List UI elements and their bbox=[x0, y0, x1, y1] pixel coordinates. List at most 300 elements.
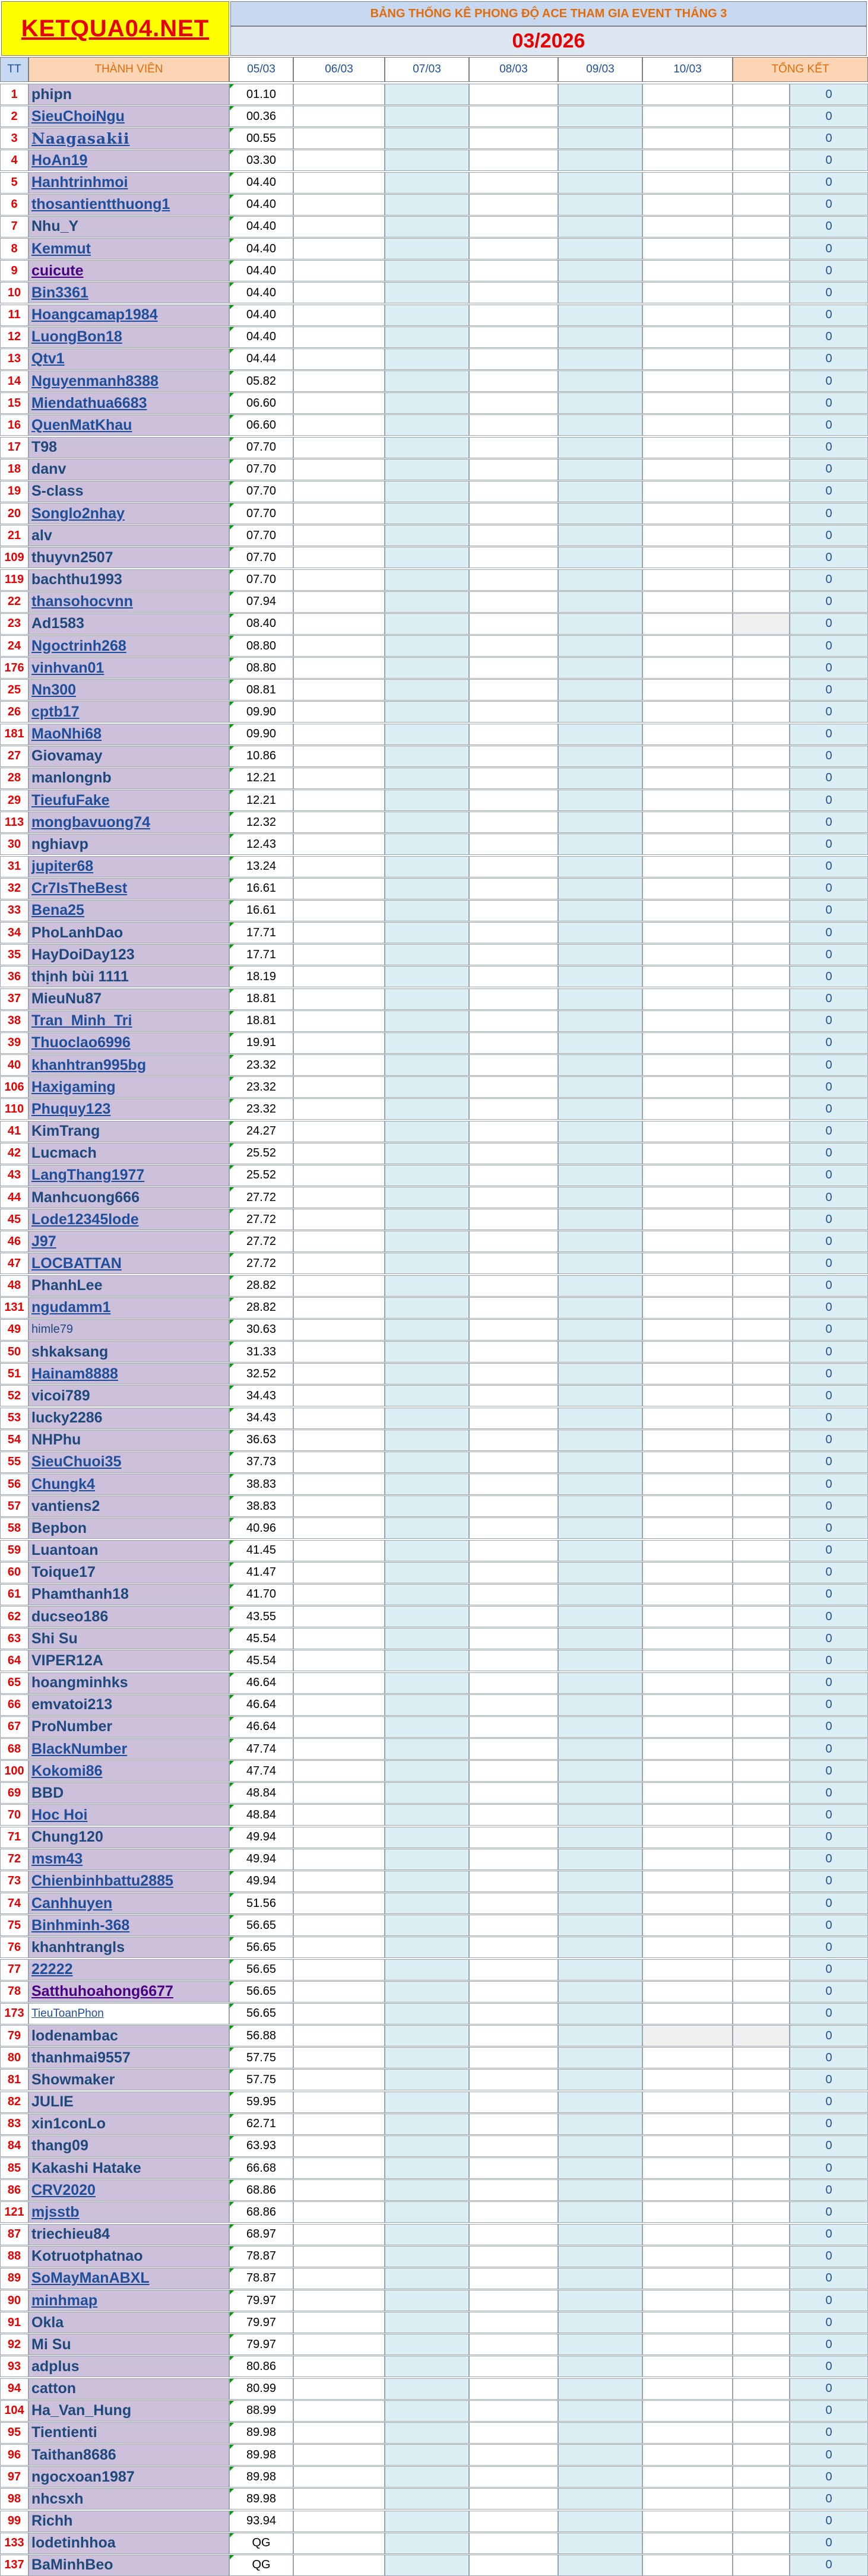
member-name[interactable]: Nn300 bbox=[28, 679, 229, 701]
score-05-03: 28.82 bbox=[229, 1275, 293, 1297]
table-row bbox=[0, 238, 868, 259]
total-score: 0 bbox=[790, 1385, 868, 1406]
score-05-03: 79.97 bbox=[229, 2334, 293, 2355]
score-05-03: 79.97 bbox=[229, 2312, 293, 2333]
score-06-03 bbox=[293, 657, 385, 679]
score-10-03 bbox=[642, 2246, 733, 2267]
member-name[interactable]: thansohocvnn bbox=[28, 591, 229, 613]
member-name[interactable]: Thuoclao6996 bbox=[28, 1032, 229, 1054]
table-row bbox=[0, 1804, 868, 1826]
score-07-03 bbox=[385, 238, 469, 259]
member-name[interactable]: PhoLanhDao bbox=[28, 922, 229, 943]
member-name[interactable]: JULIE bbox=[28, 2092, 229, 2113]
comment-marker-icon bbox=[230, 2401, 234, 2405]
table-row bbox=[0, 1098, 868, 1120]
table-row bbox=[0, 1076, 868, 1098]
comment-marker-icon bbox=[230, 2070, 234, 2074]
member-name[interactable]: LangThang1977 bbox=[28, 1165, 229, 1186]
member-name[interactable]: TieuToanPhon bbox=[28, 2003, 229, 2024]
row-number: 18 bbox=[0, 459, 28, 480]
score-08-03 bbox=[469, 1297, 558, 1319]
score-07-03 bbox=[385, 1319, 469, 1341]
score-09-03 bbox=[558, 370, 642, 392]
member-name[interactable]: T98 bbox=[28, 437, 229, 458]
table-row bbox=[0, 547, 868, 568]
member-name[interactable]: Lode12345lode bbox=[28, 1209, 229, 1230]
score-08-03 bbox=[469, 944, 558, 965]
row-number: 30 bbox=[0, 834, 28, 855]
total-score: 0 bbox=[790, 2157, 868, 2179]
member-name[interactable]: SoMayManABXL bbox=[28, 2268, 229, 2289]
total-score: 0 bbox=[790, 1054, 868, 1076]
score-09-03 bbox=[558, 812, 642, 833]
row-number: 22 bbox=[0, 591, 28, 613]
member-name[interactable]: triechieu84 bbox=[28, 2224, 229, 2245]
member-name[interactable]: mjsstb bbox=[28, 2201, 229, 2223]
comment-marker-icon bbox=[230, 1386, 234, 1390]
score-08-03 bbox=[469, 1893, 558, 1914]
member-name[interactable]: Canhhuyen bbox=[28, 1893, 229, 1914]
score-09-03 bbox=[558, 701, 642, 723]
member-name[interactable]: Binhminh-368 bbox=[28, 1915, 229, 1936]
score-10-03 bbox=[642, 1121, 733, 1142]
score-06-03 bbox=[293, 1032, 385, 1054]
member-name[interactable]: Hanhtrinhmoi bbox=[28, 172, 229, 194]
score-06-03 bbox=[293, 1849, 385, 1870]
row-number: 82 bbox=[0, 2092, 28, 2113]
member-name[interactable]: Kakashi Hatake bbox=[28, 2157, 229, 2179]
member-name[interactable]: TieufuFake bbox=[28, 790, 229, 811]
member-name[interactable]: thanhmai9557 bbox=[28, 2047, 229, 2068]
member-name[interactable]: Bena25 bbox=[28, 900, 229, 921]
table-row bbox=[0, 2135, 868, 2157]
score-05-03: QG bbox=[229, 2533, 293, 2554]
score-08-03 bbox=[469, 2488, 558, 2510]
member-name[interactable]: ngudamm1 bbox=[28, 1297, 229, 1319]
member-name[interactable]: Luantoan bbox=[28, 1540, 229, 1561]
member-name[interactable]: Kemmut bbox=[28, 238, 229, 259]
score-05-03: 04.40 bbox=[229, 327, 293, 348]
member-name[interactable]: QuenMatKhau bbox=[28, 414, 229, 436]
member-name[interactable]: adplus bbox=[28, 2356, 229, 2377]
table-row bbox=[0, 2047, 868, 2068]
member-name[interactable]: Mi Su bbox=[28, 2334, 229, 2355]
total-score: 0 bbox=[790, 84, 868, 105]
table-row bbox=[0, 2179, 868, 2201]
total-score: 0 bbox=[790, 2268, 868, 2289]
score-09-03 bbox=[558, 481, 642, 502]
score-07-03 bbox=[385, 2356, 469, 2377]
member-name[interactable]: LuongBon18 bbox=[28, 327, 229, 348]
score-09-03 bbox=[558, 1452, 642, 1473]
member-name[interactable]: emvatoi213 bbox=[28, 1694, 229, 1716]
row-number: 137 bbox=[0, 2555, 28, 2576]
comment-marker-icon bbox=[230, 636, 234, 640]
member-name[interactable]: Richh bbox=[28, 2511, 229, 2532]
comment-marker-icon bbox=[230, 1607, 234, 1611]
score-09-03 bbox=[558, 1297, 642, 1319]
member-name[interactable]: CRV2020 bbox=[28, 2179, 229, 2201]
score-07-03 bbox=[385, 1760, 469, 1782]
score-10-03 bbox=[642, 1165, 733, 1186]
comment-marker-icon bbox=[230, 945, 234, 949]
member-name[interactable]: Tientienti bbox=[28, 2422, 229, 2444]
score-06-03 bbox=[293, 1430, 385, 1451]
score-10-03 bbox=[642, 1231, 733, 1252]
member-name[interactable]: Bin3361 bbox=[28, 282, 229, 303]
member-name[interactable]: Naagasakii bbox=[28, 128, 229, 149]
score-10-03 bbox=[642, 768, 733, 789]
score-06-03 bbox=[293, 878, 385, 899]
table-row bbox=[0, 1209, 868, 1230]
member-name[interactable]: Lucmach bbox=[28, 1143, 229, 1164]
score-08-03 bbox=[469, 922, 558, 943]
total-score: 0 bbox=[790, 194, 868, 216]
total-score: 0 bbox=[790, 768, 868, 789]
score-06-03 bbox=[293, 1584, 385, 1605]
row-number: 57 bbox=[0, 1495, 28, 1517]
score-05-03: 27.72 bbox=[229, 1187, 293, 1208]
table-row bbox=[0, 2114, 868, 2135]
score-06-03 bbox=[293, 1231, 385, 1252]
member-name[interactable]: Okla bbox=[28, 2312, 229, 2333]
member-name[interactable]: thang09 bbox=[28, 2135, 229, 2157]
table-row bbox=[0, 1363, 868, 1384]
member-name[interactable]: Giovamay bbox=[28, 746, 229, 767]
score-10-03 bbox=[642, 2092, 733, 2113]
table-row bbox=[0, 2555, 868, 2576]
member-name[interactable]: Ad1583 bbox=[28, 613, 229, 635]
member-name[interactable]: ducseo186 bbox=[28, 1606, 229, 1627]
score-10-03 bbox=[642, 1827, 733, 1848]
total-score: 0 bbox=[790, 1231, 868, 1252]
member-name[interactable]: Tran_Minh_Tri bbox=[28, 1010, 229, 1032]
comment-marker-icon bbox=[230, 150, 234, 154]
score-09-03 bbox=[558, 2555, 642, 2576]
score-06-03 bbox=[293, 1915, 385, 1936]
member-name[interactable]: nghiavp bbox=[28, 834, 229, 855]
member-name[interactable]: 22222 bbox=[28, 1959, 229, 1981]
row-number: 39 bbox=[0, 1032, 28, 1054]
score-08-03 bbox=[469, 2400, 558, 2422]
member-name[interactable]: vinhvan01 bbox=[28, 657, 229, 679]
table-row bbox=[0, 2268, 868, 2289]
member-name[interactable]: Hoangcamap1984 bbox=[28, 305, 229, 326]
member-name[interactable]: HayDoiDay123 bbox=[28, 944, 229, 965]
member-name[interactable]: Kokomi86 bbox=[28, 1760, 229, 1782]
score-07-03 bbox=[385, 2224, 469, 2245]
member-name[interactable]: minhmap bbox=[28, 2290, 229, 2311]
member-name[interactable]: cptb17 bbox=[28, 701, 229, 723]
score-09-03 bbox=[558, 2400, 642, 2422]
score-08-03 bbox=[469, 305, 558, 326]
score-08-03 bbox=[469, 84, 558, 105]
total-score: 0 bbox=[790, 1915, 868, 1936]
score-09-03 bbox=[558, 2179, 642, 2201]
member-name[interactable]: phipn bbox=[28, 84, 229, 105]
member-name[interactable]: thịnh bùi 1111 bbox=[28, 966, 229, 987]
member-name[interactable]: SieuChuoi35 bbox=[28, 1452, 229, 1473]
row-number: 48 bbox=[0, 1275, 28, 1297]
member-name[interactable]: vantiens2 bbox=[28, 1495, 229, 1517]
score-06-03 bbox=[293, 2179, 385, 2201]
row-number: 95 bbox=[0, 2422, 28, 2444]
member-name[interactable]: thuyvn2507 bbox=[28, 547, 229, 568]
member-name[interactable]: J97 bbox=[28, 1231, 229, 1252]
total-empty bbox=[733, 503, 790, 524]
comment-marker-icon bbox=[230, 1055, 234, 1059]
score-07-03 bbox=[385, 2268, 469, 2289]
score-09-03 bbox=[558, 2533, 642, 2554]
total-empty bbox=[733, 1253, 790, 1274]
member-name[interactable]: alv bbox=[28, 525, 229, 546]
member-name[interactable]: Chungk4 bbox=[28, 1474, 229, 1495]
row-number: 13 bbox=[0, 348, 28, 370]
score-07-03 bbox=[385, 1297, 469, 1319]
member-name[interactable]: vicoi789 bbox=[28, 1385, 229, 1406]
member-name[interactable]: khanhtran995bg bbox=[28, 1054, 229, 1076]
score-07-03 bbox=[385, 900, 469, 921]
score-06-03 bbox=[293, 2268, 385, 2289]
score-06-03 bbox=[293, 2312, 385, 2333]
score-10-03 bbox=[642, 834, 733, 855]
score-07-03 bbox=[385, 1187, 469, 1208]
member-name[interactable]: LOCBATTAN bbox=[28, 1253, 229, 1274]
score-08-03 bbox=[469, 834, 558, 855]
total-score: 0 bbox=[790, 2378, 868, 2400]
member-name[interactable]: danv bbox=[28, 459, 229, 480]
score-08-03 bbox=[469, 282, 558, 303]
member-name[interactable]: Nguyenmanh8388 bbox=[28, 370, 229, 392]
member-name[interactable]: BlackNumber bbox=[28, 1738, 229, 1760]
member-name[interactable]: Hainam8888 bbox=[28, 1363, 229, 1384]
total-empty bbox=[733, 768, 790, 789]
score-09-03 bbox=[558, 1562, 642, 1583]
total-empty bbox=[733, 988, 790, 1010]
member-name[interactable]: Taithan8686 bbox=[28, 2444, 229, 2466]
member-name[interactable]: manlongnb bbox=[28, 768, 229, 789]
member-name[interactable]: shkaksang bbox=[28, 1341, 229, 1363]
score-08-03 bbox=[469, 1098, 558, 1120]
member-name[interactable]: Phuquy123 bbox=[28, 1098, 229, 1120]
score-07-03 bbox=[385, 1275, 469, 1297]
member-name[interactable]: himle79 bbox=[28, 1319, 229, 1341]
member-name[interactable]: HoAn19 bbox=[28, 150, 229, 171]
member-name[interactable]: Hoc Hoi bbox=[28, 1804, 229, 1826]
member-name[interactable]: lucky2286 bbox=[28, 1408, 229, 1429]
score-05-03: 56.65 bbox=[229, 2003, 293, 2024]
member-name[interactable]: KimTrang bbox=[28, 1121, 229, 1142]
score-10-03 bbox=[642, 2334, 733, 2355]
score-07-03 bbox=[385, 2511, 469, 2532]
table-row bbox=[0, 2511, 868, 2532]
score-08-03 bbox=[469, 2201, 558, 2223]
row-number: 98 bbox=[0, 2488, 28, 2510]
member-name[interactable]: xin1conLo bbox=[28, 2114, 229, 2135]
row-number: 43 bbox=[0, 1165, 28, 1186]
score-09-03 bbox=[558, 327, 642, 348]
score-05-03: 47.74 bbox=[229, 1738, 293, 1760]
table-row bbox=[0, 1628, 868, 1649]
score-08-03 bbox=[469, 1187, 558, 1208]
score-07-03 bbox=[385, 569, 469, 591]
score-09-03 bbox=[558, 238, 642, 259]
member-name[interactable]: bachthu1993 bbox=[28, 569, 229, 591]
score-10-03 bbox=[642, 2290, 733, 2311]
score-10-03 bbox=[642, 1804, 733, 1826]
comment-marker-icon bbox=[230, 680, 234, 684]
row-number: 64 bbox=[0, 1650, 28, 1671]
member-name[interactable]: Qtv1 bbox=[28, 348, 229, 370]
score-07-03 bbox=[385, 392, 469, 414]
score-10-03 bbox=[642, 1650, 733, 1671]
member-name[interactable]: catton bbox=[28, 2378, 229, 2400]
member-name[interactable]: khanhtrangls bbox=[28, 1937, 229, 1958]
member-name[interactable]: Manhcuong666 bbox=[28, 1187, 229, 1208]
total-score: 0 bbox=[790, 2224, 868, 2245]
table-row bbox=[0, 525, 868, 546]
score-06-03 bbox=[293, 2533, 385, 2554]
score-07-03 bbox=[385, 2555, 469, 2576]
score-09-03 bbox=[558, 1474, 642, 1495]
member-name[interactable]: Songlo2nhay bbox=[28, 503, 229, 524]
comment-marker-icon bbox=[230, 1077, 234, 1081]
score-05-03: 46.64 bbox=[229, 1694, 293, 1716]
score-10-03 bbox=[642, 2378, 733, 2400]
member-name[interactable]: Shi Su bbox=[28, 1628, 229, 1649]
score-09-03 bbox=[558, 128, 642, 149]
score-10-03 bbox=[642, 2444, 733, 2466]
total-empty bbox=[733, 1385, 790, 1406]
member-name[interactable]: SieuChoiNgu bbox=[28, 106, 229, 127]
score-09-03 bbox=[558, 1231, 642, 1252]
total-empty bbox=[733, 414, 790, 436]
total-empty bbox=[733, 128, 790, 149]
score-10-03 bbox=[642, 569, 733, 591]
score-09-03 bbox=[558, 150, 642, 171]
member-name[interactable]: msm43 bbox=[28, 1849, 229, 1870]
score-07-03 bbox=[385, 2422, 469, 2444]
member-name[interactable]: Showmaker bbox=[28, 2069, 229, 2090]
row-number: 59 bbox=[0, 1540, 28, 1561]
comment-marker-icon bbox=[230, 2026, 234, 2030]
member-name[interactable]: VIPER12A bbox=[28, 1650, 229, 1671]
score-07-03 bbox=[385, 768, 469, 789]
score-08-03 bbox=[469, 1253, 558, 1274]
member-name[interactable]: Bepbon bbox=[28, 1517, 229, 1539]
score-08-03 bbox=[469, 1915, 558, 1936]
comment-marker-icon bbox=[230, 1165, 234, 1170]
member-name[interactable]: Chung120 bbox=[28, 1827, 229, 1848]
member-name[interactable]: lodetinhhoa bbox=[28, 2533, 229, 2554]
row-number: 88 bbox=[0, 2246, 28, 2267]
score-06-03 bbox=[293, 1165, 385, 1186]
member-name[interactable]: lodenambac bbox=[28, 2025, 229, 2046]
row-number: 97 bbox=[0, 2466, 28, 2488]
score-06-03 bbox=[293, 503, 385, 524]
member-name[interactable]: BBD bbox=[28, 1782, 229, 1804]
member-name[interactable]: Ngoctrinh268 bbox=[28, 635, 229, 657]
table-row bbox=[0, 1385, 868, 1406]
score-06-03 bbox=[293, 2114, 385, 2135]
member-name[interactable]: Miendathua6683 bbox=[28, 392, 229, 414]
logo-text[interactable]: KETQUA04.NET bbox=[21, 15, 210, 42]
site-logo[interactable] bbox=[1, 1, 229, 56]
score-05-03: 16.61 bbox=[229, 900, 293, 921]
score-07-03 bbox=[385, 1871, 469, 1892]
member-name[interactable]: nhcsxh bbox=[28, 2488, 229, 2510]
comment-marker-icon bbox=[230, 2004, 234, 2008]
score-10-03 bbox=[642, 282, 733, 303]
member-name[interactable]: Ha_Van_Hung bbox=[28, 2400, 229, 2422]
member-name[interactable]: NHPhu bbox=[28, 1430, 229, 1451]
member-name[interactable]: ProNumber bbox=[28, 1716, 229, 1738]
col-header-date-2: 06/03 bbox=[293, 57, 385, 82]
score-08-03 bbox=[469, 2179, 558, 2201]
member-name[interactable]: MaoNhi68 bbox=[28, 724, 229, 745]
total-score: 0 bbox=[790, 1716, 868, 1738]
score-09-03 bbox=[558, 1408, 642, 1429]
score-10-03 bbox=[642, 1562, 733, 1583]
member-name[interactable]: Phamthanh18 bbox=[28, 1584, 229, 1605]
score-06-03 bbox=[293, 1804, 385, 1826]
total-score: 0 bbox=[790, 2312, 868, 2333]
member-name[interactable]: Chienbinhbattu2885 bbox=[28, 1871, 229, 1892]
score-08-03 bbox=[469, 746, 558, 767]
score-06-03 bbox=[293, 2378, 385, 2400]
member-name[interactable]: ngocxoan1987 bbox=[28, 2466, 229, 2488]
member-name[interactable]: thosantientthuong1 bbox=[28, 194, 229, 216]
score-06-03 bbox=[293, 2025, 385, 2046]
member-name[interactable]: Haxigaming bbox=[28, 1076, 229, 1098]
score-09-03 bbox=[558, 260, 642, 281]
comment-marker-icon bbox=[230, 1209, 234, 1213]
member-name[interactable]: cuicute bbox=[28, 260, 229, 281]
score-05-03: 04.40 bbox=[229, 194, 293, 216]
member-name[interactable]: Kotruotphatnao bbox=[28, 2246, 229, 2267]
score-10-03 bbox=[642, 1319, 733, 1341]
total-score: 0 bbox=[790, 657, 868, 679]
member-name[interactable]: PhanhLee bbox=[28, 1275, 229, 1297]
score-06-03 bbox=[293, 327, 385, 348]
score-10-03 bbox=[642, 547, 733, 568]
comment-marker-icon bbox=[230, 1364, 234, 1368]
member-name[interactable]: jupiter68 bbox=[28, 856, 229, 877]
member-name[interactable]: Toique17 bbox=[28, 1562, 229, 1583]
score-09-03 bbox=[558, 1187, 642, 1208]
score-07-03 bbox=[385, 481, 469, 502]
member-name[interactable]: Satthuhoahong6677 bbox=[28, 1981, 229, 2003]
comment-marker-icon bbox=[230, 901, 234, 905]
score-07-03 bbox=[385, 1827, 469, 1848]
member-name[interactable]: BaMinhBeo bbox=[28, 2555, 229, 2576]
score-05-03: 37.73 bbox=[229, 1452, 293, 1473]
member-name[interactable]: Cr7IsTheBest bbox=[28, 878, 229, 899]
total-empty bbox=[733, 2400, 790, 2422]
score-08-03 bbox=[469, 900, 558, 921]
member-name[interactable]: mongbavuong74 bbox=[28, 812, 229, 833]
score-07-03 bbox=[385, 1385, 469, 1406]
score-08-03 bbox=[469, 1474, 558, 1495]
member-name[interactable]: S-class bbox=[28, 481, 229, 502]
score-09-03 bbox=[558, 1010, 642, 1032]
score-06-03 bbox=[293, 2157, 385, 2179]
member-name[interactable]: MieuNu87 bbox=[28, 988, 229, 1010]
member-name[interactable]: Nhu_Y bbox=[28, 216, 229, 237]
member-name[interactable]: hoangminhks bbox=[28, 1672, 229, 1694]
score-05-03: 12.21 bbox=[229, 790, 293, 811]
total-empty bbox=[733, 2290, 790, 2311]
